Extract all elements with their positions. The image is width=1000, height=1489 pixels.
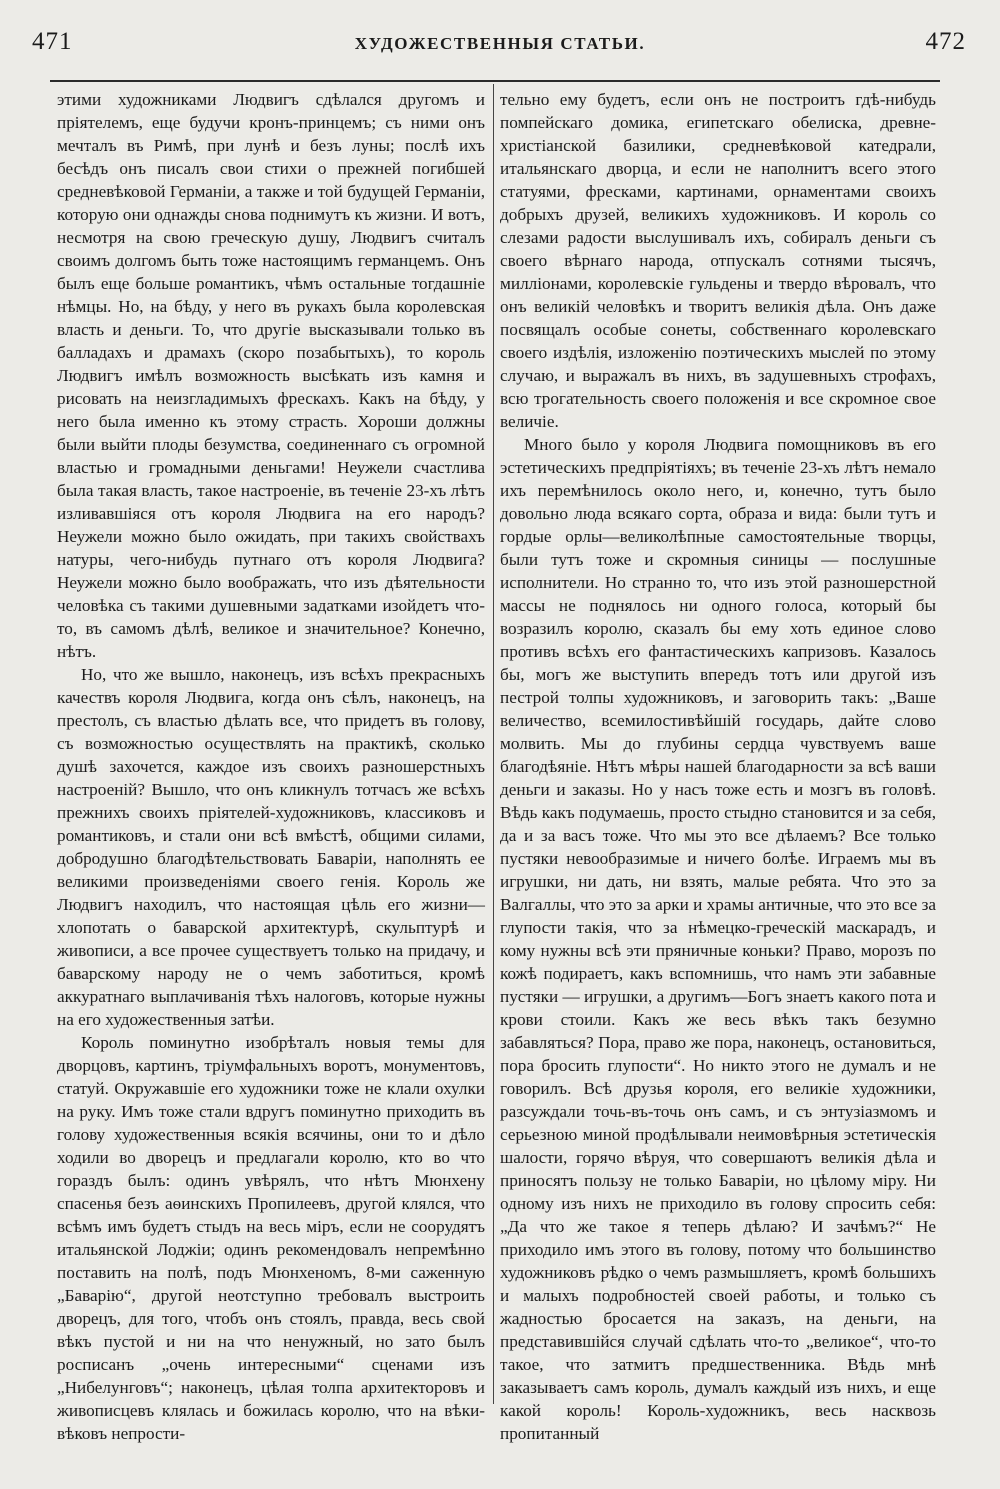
header-rule xyxy=(50,80,940,82)
right-page-number: 472 xyxy=(925,28,966,55)
paragraph: Много было у короля Людвига помощниковъ въ его эстетическихъ предпріятіяхъ; въ теченіе 23-хъ лѣтъ немало ихъ перемѣнилось около него, и, конечно, тутъ было довольно люда всякаго сорта, образа и вида: были тутъ и гордые орлы—великолѣпные самостоятельные творцы, были тутъ тоже и скромныя синицы — послушные исполнители. Но странно то, что изъ этой разношерстной массы не поднялось ни одного голоса, который бы возразилъ королю, сказалъ бы ему хоть единое слово противъ всѣхъ его фантастическихъ капризовъ. Казалось бы, могъ же выступить впередъ тотъ или другой изъ пестрой толпы художниковъ, и заговорить такъ: „Ваше величество, всемилостивѣйшій государь, дайте слово молвить. Мы до глубины сердца чувствуемъ ваше благодѣяніе. Нѣтъ мѣры нашей благодарности за всѣ ваши деньги и заказы. Но у насъ тоже есть и мозгъ въ головѣ. Вѣдь какъ подумаешь, просто стыдно становится и за себя, да и за васъ тоже. Что мы это все дѣлаемъ? Все только пустяки невообразимые и ничего болѣе. Играемъ мы въ игрушки, ни дать, ни взять, малые ребята. Что это за Валгаллы, что это за арки и храмы античные, что это все за глупости такія, что за нѣмецко-греческій маскарадъ, и кому нужны всѣ эти пряничные коньки? Право, морозъ по кожѣ подираетъ, какъ вспомнишь, что намъ эти забавные пустяки — игрушки, а другимъ—Богъ знаетъ какого пота и крови стоили. Какъ же весь вѣкъ такъ безумно забавляться? Пора, право же пора, наконецъ, остановиться, пора бросить глупости“. Но никто этого не думалъ и не говорилъ. Всѣ друзья короля, его великіе художники, разсуждали точь-въ-точь онъ самъ, и съ энтузіазмомъ и серьезною миной продѣлывали неимовѣрныя эстетическія шалости, горячо вѣруя, что совершаютъ великія дѣла и приносятъ пользу не только Баваріи, но цѣлому міру. Ни одному изъ нихъ не приходило въ голову спросить себя: „Да что же такое я теперь дѣлаю? И зачѣмъ?“ Не приходило имъ этого въ голову, потому что большинство художниковъ рѣдко о чемъ размышляетъ, кромѣ большихъ и малыхъ подробностей своей работы, и только съ жадностью бросается на заказъ, на деньги, на представившійся случай сдѣлать что-то „великое“, что-то такое, что затмитъ предшественника. Вѣдь мнѣ заказываетъ самъ король, думалъ каждый изъ нихъ, и еще какой король! Король-художникъ, весь насквозь пропитанный xyxy=(500,435,936,1443)
paragraph: Король поминутно изобрѣталъ новыя темы для дворцовъ, картинъ, тріумфальныхъ воротъ, монументовъ, статуй. Окружавшіе его художники тоже не клали охулки на руку. Имъ тоже стали вдругъ поминутно приходить въ голову художественныя всякія всячины, они то и дѣло ходили во дворецъ и предлагали королю, кто во что гораздъ былъ: одинъ увѣрялъ, что нѣтъ Мюнхену спасенья безъ аѳинскихъ Пропилеевъ, другой клялся, что всѣмъ имъ будетъ стыдъ на весь міръ, если не соорудятъ итальянской Лоджіи; одинъ рекомендовалъ непремѣнно поставить на полѣ, подъ Мюнхеномъ, 8-ми саженную „Баварію“, другой неотступно требовалъ выстроить дворецъ, для того, чтобъ онъ стоялъ, правда, весь свой вѣкъ пустой и ни на что ненужный, но зато былъ росписанъ „очень интересными“ сценами изъ „Нибелунговъ“; наконецъ, цѣлая толпа архитекторовъ и живописцевъ клялась и божилась королю, что на вѣки-вѣковъ непрости- xyxy=(57,1033,485,1443)
right-column xyxy=(500,88,936,1445)
paragraph: Но, что же вышло, наконецъ, изъ всѣхъ прекрасныхъ качествъ короля Людвига, когда онъ сѣлъ, наконецъ, на престолъ, съ властью дѣлать все, что придетъ въ голову, съ возможностью осуществлять на практикѣ, сколько душѣ захочется, каждое изъ своихъ разношерстныхъ настроеній? Вышло, что онъ кликнулъ тотчасъ же всѣхъ прежнихъ своихъ пріятелей-художниковъ, классиковъ и романтиковъ, и стали они всѣ вмѣстѣ, общими силами, добродушно благодѣтельствовать Баваріи, наполнять ее великими произведеніями своего генія. Король же Людвигъ находилъ, что настоящая цѣль его жизни—хлопотать о баварской архитектурѣ, скульптурѣ и живописи, а все прочее существуетъ только на придачу, и баварскому народу не о чемъ заботиться, кромѣ аккуратнаго выплачиванія тѣхъ налоговъ, которые нужны на его художественныя затѣи. xyxy=(57,665,485,1029)
paragraph: этими художниками Людвигъ сдѣлался другомъ и пріятелемъ, еще будучи кронъ-принцемъ; съ ними онъ мечталъ въ Римѣ, при лунѣ и безъ луны; послѣ ихъ бесѣдъ онъ писалъ свои стихи о прежней погибшей средневѣковой Германіи, а также и той будущей Германіи, которую они однажды снова поднимутъ къ жизни. И вотъ, несмотря на свою греческую душу, Людвигъ считалъ своимъ долгомъ быть тоже настоящимъ германцемъ. Онъ былъ еще больше романтикъ, чѣмъ остальные тогдашніе нѣмцы. Но, на бѣду, у него въ рукахъ была королевская власть и деньги. То, что другіе высказывали только въ балладахъ и драмахъ (скоро позабытыхъ), то король Людвигъ имѣлъ возможность высѣкать изъ камня и рисовать на неизгладимыхъ фрескахъ. Какъ на бѣду, у него была именно къ этому страсть. Хороши должны были выйти плоды безумства, соединеннаго съ огромной властью и громадными деньгами! Неужели счастлива была такая власть, такое настроеніе, въ теченіе 23-хъ лѣтъ изливавшіяся отъ короля Людвига на его народъ? Неужели можно было ожидать, при такихъ свойствахъ натуры, чего-нибудь путнаго отъ короля Людвига? Неужели можно было воображать, что изъ дѣятельности человѣка съ такими душевными задатками изойдетъ что-то, въ самомъ дѣлѣ, великое и значительное? Конечно, нѣтъ. xyxy=(57,90,485,661)
column-divider xyxy=(493,84,494,1404)
paragraph: тельно ему будетъ, если онъ не построитъ гдѣ-нибудь помпейскаго домика, египетскаго обелиска, древне-христіанской базилики, средневѣковой катедрали, итальянскаго дворца, и если не наполнитъ всего этого статуями, фресками, картинами, орнаментами своихъ добрыхъ друзей, великихъ художниковъ. И король со слезами радости выслушивалъ ихъ, собиралъ деньги съ своего вѣрнаго народа, отпускалъ сотнями тысячъ, милліонами, королевскіе гульдены и твердо вѣровалъ, что онъ великій человѣкъ и творитъ великія дѣла. Онъ даже посвящалъ особые сонеты, собственнаго королевскаго своего издѣлія, изложенію поэтическихъ мыслей по этому случаю, и выражалъ въ нихъ, въ задушевныхъ строфахъ, всю трогательность своего положенія и все скромное свое величіе. xyxy=(500,90,936,431)
left-column xyxy=(57,88,485,1445)
left-page-number: 471 xyxy=(32,28,73,55)
running-header xyxy=(30,28,970,68)
running-title: ХУДОЖЕСТВЕННЫЯ СТАТЬИ. xyxy=(354,34,646,53)
